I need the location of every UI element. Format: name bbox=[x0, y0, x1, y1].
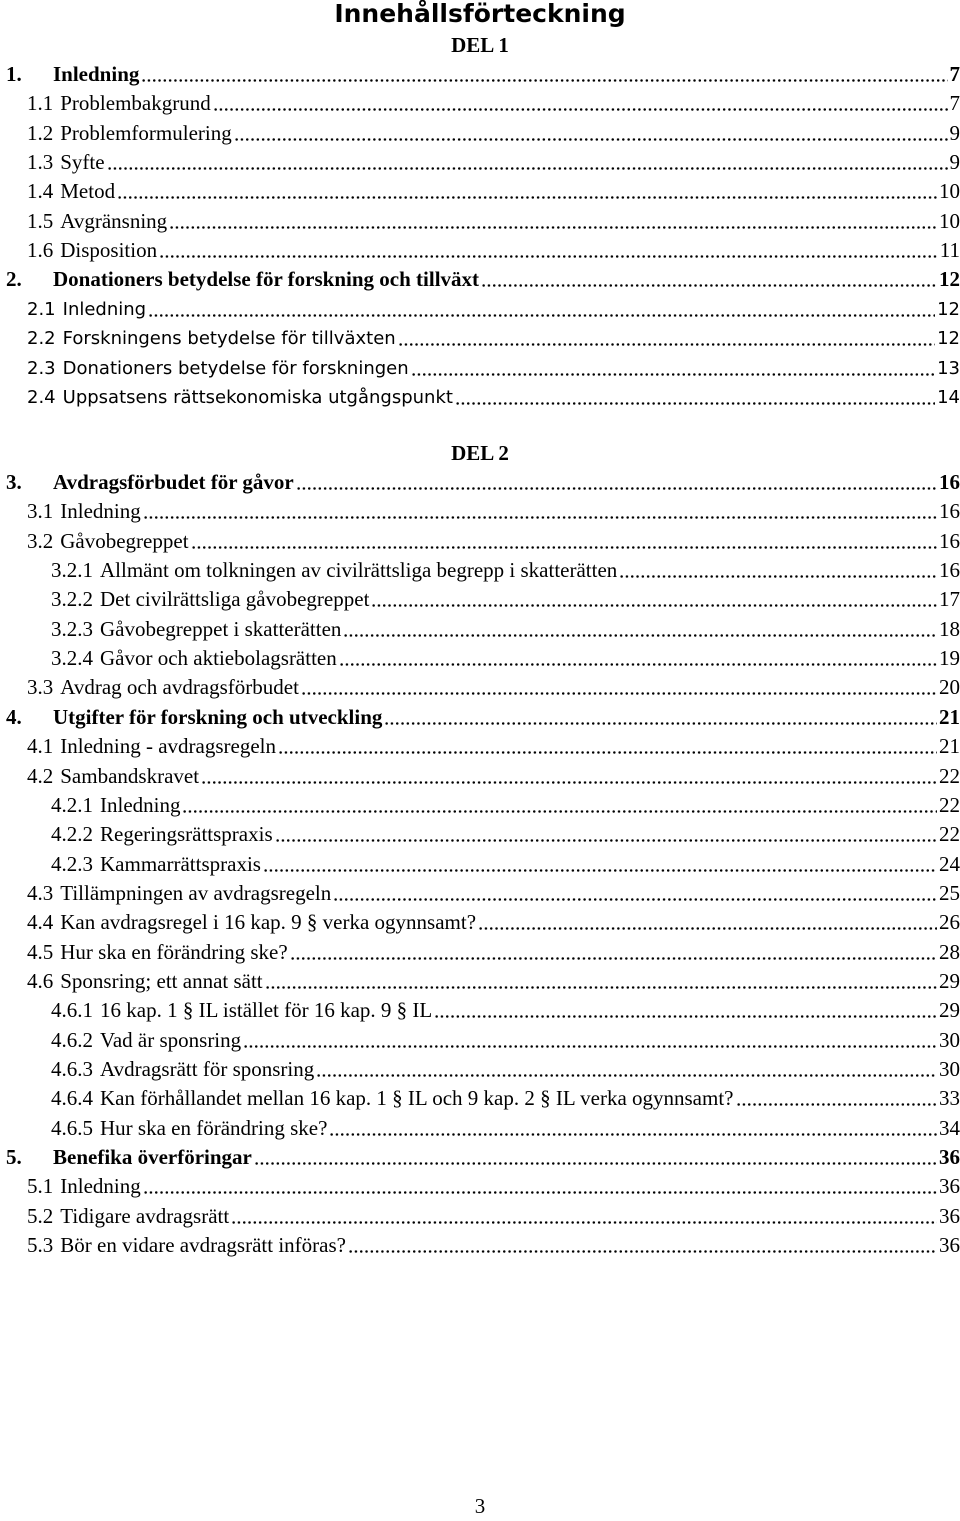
dot-leader bbox=[143, 1191, 937, 1194]
toc-entry-number: 4.6.5 bbox=[51, 1115, 93, 1140]
dot-leader bbox=[141, 79, 947, 82]
toc-entry-label: Problemformulering bbox=[60, 120, 232, 145]
dot-leader bbox=[384, 722, 937, 725]
toc-entry-label: Avdragsförbudet för gåvor bbox=[53, 470, 294, 494]
toc-entry-label: Det civilrättsliga gåvobegreppet bbox=[100, 587, 370, 612]
toc-entry-label: Tidigare avdragsrätt bbox=[60, 1203, 230, 1228]
dot-leader bbox=[213, 108, 948, 111]
toc-entry-page: 12 bbox=[937, 298, 960, 320]
dot-leader bbox=[265, 986, 937, 989]
toc-entry[interactable] bbox=[6, 265, 960, 294]
toc-entry[interactable] bbox=[27, 148, 960, 177]
toc-entry-number: 3.2.2 bbox=[51, 587, 93, 612]
toc-entry-page: 16 bbox=[939, 528, 960, 553]
toc-entry[interactable] bbox=[51, 644, 960, 673]
toc-entry[interactable] bbox=[27, 119, 960, 148]
dot-leader bbox=[619, 575, 937, 578]
toc-entry[interactable] bbox=[27, 89, 960, 118]
dot-leader bbox=[339, 663, 937, 666]
toc-entry[interactable] bbox=[27, 236, 960, 265]
toc-entry-number: 3.3 bbox=[27, 675, 54, 700]
toc-entry-page: 36 bbox=[939, 1145, 960, 1170]
dot-leader bbox=[329, 1133, 937, 1136]
dot-leader bbox=[371, 604, 937, 607]
toc-entry[interactable] bbox=[51, 1055, 960, 1084]
toc-entry-label: Bör en vidare avdragsrätt införas? bbox=[60, 1233, 346, 1258]
toc-entry-label: Inledning bbox=[53, 62, 140, 86]
toc-entry[interactable] bbox=[6, 468, 960, 497]
toc-entry-label: Kan avdragsregel i 16 kap. 9 § verka ogynnsamt? bbox=[60, 910, 477, 935]
dot-leader bbox=[243, 1045, 937, 1048]
toc-entry-label: Metod bbox=[60, 179, 116, 204]
toc-entry-number: 4.3 bbox=[27, 880, 54, 905]
toc-entry-label: Tillämpningen av avdragsregeln bbox=[60, 880, 332, 905]
toc-entry-page: 36 bbox=[939, 1174, 960, 1199]
dot-leader bbox=[254, 1162, 937, 1165]
toc-entry[interactable] bbox=[27, 967, 960, 996]
dot-leader bbox=[169, 226, 937, 229]
toc-entry-number: 1.4 bbox=[27, 179, 54, 204]
toc-entry-number: 4.6.4 bbox=[51, 1086, 93, 1111]
toc-entry-page: 20 bbox=[939, 675, 960, 700]
toc-entry-page: 7 bbox=[949, 62, 960, 86]
toc-entry[interactable] bbox=[51, 1084, 960, 1113]
dot-leader bbox=[278, 751, 937, 754]
toc-entry[interactable] bbox=[27, 497, 960, 526]
dot-leader bbox=[434, 1015, 937, 1018]
toc-entry-number: 4. bbox=[6, 704, 22, 729]
toc-entry-label: Uppsatsens rättsekonomiska utgångspunkt bbox=[62, 386, 453, 408]
toc-entry-label: Vad är sponsring bbox=[100, 1027, 242, 1052]
toc-entry-label: Syfte bbox=[60, 150, 105, 175]
toc-entry-number: 1.2 bbox=[27, 120, 54, 145]
toc-entry[interactable] bbox=[27, 527, 960, 556]
toc-entry-label: Hur ska en förändring ske? bbox=[100, 1115, 328, 1140]
dot-leader bbox=[191, 546, 937, 549]
toc-entry[interactable] bbox=[51, 1114, 960, 1143]
toc-entry-page: 18 bbox=[939, 616, 960, 641]
toc-entry-number: 4.2.3 bbox=[51, 851, 93, 876]
toc-entry-number: 3.2 bbox=[27, 528, 54, 553]
toc-entry[interactable] bbox=[51, 996, 960, 1025]
toc-entry-number: 2.3 bbox=[27, 357, 56, 379]
toc-entry[interactable] bbox=[27, 295, 960, 324]
toc-entry-number: 1.5 bbox=[27, 208, 54, 233]
toc-entry-number: 4.1 bbox=[27, 734, 54, 759]
dot-leader bbox=[159, 255, 938, 258]
toc-entry[interactable] bbox=[27, 762, 960, 791]
part-heading: DEL 1 bbox=[451, 33, 509, 57]
toc-entry-number: 4.2.2 bbox=[51, 822, 93, 847]
toc-entry-label: Inledning bbox=[60, 499, 141, 524]
toc-entry-number: 4.2 bbox=[27, 763, 54, 788]
toc-entry-number: 3. bbox=[6, 470, 22, 494]
toc-entry-page: 25 bbox=[939, 880, 960, 905]
toc-entry[interactable] bbox=[51, 556, 960, 585]
toc-entry[interactable] bbox=[51, 615, 960, 644]
page-number: 3 bbox=[474, 1494, 486, 1518]
toc-entry-page: 33 bbox=[939, 1086, 960, 1111]
toc-entry-page: 22 bbox=[939, 763, 960, 788]
toc-entry-page: 14 bbox=[937, 386, 960, 408]
toc-entry-page: 26 bbox=[939, 910, 960, 935]
toc-entry-label: Allmänt om tolkningen av civilrättsliga begrepp i skatterätten bbox=[100, 558, 618, 583]
toc-entry-page: 19 bbox=[939, 646, 960, 671]
dot-leader bbox=[290, 957, 937, 960]
toc-entry-page: 12 bbox=[937, 328, 960, 350]
toc-entry[interactable] bbox=[27, 673, 960, 702]
toc-entry[interactable] bbox=[51, 791, 960, 820]
toc-entry-number: 3.1 bbox=[27, 499, 54, 524]
toc-entry-label: Donationers betydelse för forskningen bbox=[62, 357, 409, 379]
toc-entry-page: 22 bbox=[939, 792, 960, 817]
toc-entry-page: 30 bbox=[939, 1027, 960, 1052]
toc-entry-number: 4.6.3 bbox=[51, 1057, 93, 1081]
dot-leader bbox=[275, 839, 937, 842]
toc-entry-number: 4.6.1 bbox=[51, 998, 93, 1023]
toc-entry[interactable] bbox=[51, 820, 960, 849]
dot-leader bbox=[296, 487, 937, 490]
toc-entry-label: Avdragsrätt för sponsring bbox=[100, 1057, 315, 1081]
dot-leader bbox=[182, 810, 937, 813]
toc-entry-page: 24 bbox=[939, 851, 960, 876]
toc-entry-label: Gåvobegreppet bbox=[60, 528, 189, 553]
dot-leader bbox=[343, 634, 937, 637]
toc-entry[interactable] bbox=[6, 60, 960, 89]
toc-entry[interactable] bbox=[27, 938, 960, 967]
toc-entry[interactable] bbox=[6, 703, 960, 732]
toc-entry-number: 5.1 bbox=[27, 1174, 54, 1199]
toc-entry-page: 34 bbox=[939, 1115, 960, 1140]
dot-leader bbox=[333, 898, 937, 901]
toc-entry-page: 36 bbox=[939, 1233, 960, 1258]
toc-entry-number: 4.2.1 bbox=[51, 792, 93, 817]
toc-entry-number: 2.1 bbox=[27, 298, 56, 320]
toc-entry-page: 10 bbox=[939, 179, 960, 204]
toc-entry[interactable] bbox=[27, 177, 960, 206]
part-heading: DEL 2 bbox=[451, 441, 509, 465]
toc-entry-label: Kan förhållandet mellan 16 kap. 1 § IL och 9 kap. 2 § IL verka ogynnsamt? bbox=[100, 1086, 734, 1111]
toc-entry-page: 30 bbox=[939, 1057, 960, 1081]
toc-entry-number: 4.5 bbox=[27, 939, 54, 964]
toc-entry-page: 16 bbox=[939, 558, 960, 583]
toc-entry-page: 29 bbox=[939, 998, 960, 1023]
toc-entry[interactable] bbox=[27, 383, 960, 412]
toc-entry-page: 13 bbox=[937, 357, 960, 379]
toc-entry[interactable] bbox=[27, 879, 960, 908]
toc-entry-number: 2.2 bbox=[27, 328, 56, 350]
toc-entry[interactable] bbox=[27, 1172, 960, 1201]
toc-entry-label: Sponsring; ett annat sätt bbox=[60, 968, 263, 993]
toc-entry-page: 22 bbox=[939, 822, 960, 847]
dot-leader bbox=[478, 927, 937, 930]
toc-entry-label: Inledning bbox=[100, 792, 181, 817]
dot-leader bbox=[107, 167, 948, 170]
toc-entry-number: 1.3 bbox=[27, 150, 54, 175]
toc-entry[interactable] bbox=[51, 1026, 960, 1055]
toc-entry-page: 16 bbox=[939, 470, 960, 494]
dot-leader bbox=[398, 343, 935, 346]
toc-entry-page: 21 bbox=[939, 704, 960, 729]
toc-entry[interactable] bbox=[27, 354, 960, 383]
dot-leader bbox=[455, 402, 935, 405]
toc-entry-number: 3.2.4 bbox=[51, 646, 93, 671]
toc-entry-label: Disposition bbox=[60, 238, 158, 263]
toc-entry-number: 2. bbox=[6, 267, 22, 292]
toc-entry-page: 12 bbox=[939, 267, 960, 292]
toc-entry[interactable] bbox=[51, 850, 960, 879]
toc-entry-page: 36 bbox=[939, 1203, 960, 1228]
toc-entry-number: 1.6 bbox=[27, 238, 54, 263]
toc-entry-number: 3.2.1 bbox=[51, 558, 93, 583]
dot-leader bbox=[231, 1221, 937, 1224]
toc-entry-label: Hur ska en förändring ske? bbox=[60, 939, 288, 964]
toc-entry-label: Kammarrättspraxis bbox=[100, 851, 261, 876]
toc-entry-page: 29 bbox=[939, 968, 960, 993]
toc-entry[interactable] bbox=[6, 1143, 960, 1172]
dot-leader bbox=[201, 781, 937, 784]
dot-leader bbox=[411, 373, 935, 376]
page-title: Innehållsförteckning bbox=[334, 0, 626, 28]
toc-entry-number: 1. bbox=[6, 62, 22, 86]
dot-leader bbox=[316, 1074, 937, 1077]
toc-entry-label: Problembakgrund bbox=[60, 91, 211, 116]
toc-entry-page: 11 bbox=[939, 238, 960, 263]
toc-entry-number: 4.4 bbox=[27, 910, 54, 935]
toc-entry[interactable] bbox=[27, 1231, 960, 1260]
dot-leader bbox=[234, 138, 948, 141]
toc-entry[interactable] bbox=[27, 1202, 960, 1231]
toc-entry-page: 21 bbox=[939, 734, 960, 759]
toc-entry-label: Regeringsrättspraxis bbox=[100, 822, 273, 847]
toc-entry-page: 9 bbox=[949, 150, 960, 175]
dot-leader bbox=[143, 516, 937, 519]
toc-entry-number: 2.4 bbox=[27, 386, 56, 408]
toc-entry-page: 7 bbox=[949, 91, 960, 116]
toc-entry-number: 5.2 bbox=[27, 1203, 54, 1228]
toc-entry-number: 3.2.3 bbox=[51, 616, 93, 641]
dot-leader bbox=[263, 869, 937, 872]
dot-leader bbox=[301, 692, 937, 695]
toc-entry-page: 28 bbox=[939, 939, 960, 964]
toc-entry-number: 5.3 bbox=[27, 1233, 54, 1258]
toc-entry-page: 17 bbox=[939, 587, 960, 612]
toc-entry[interactable] bbox=[27, 908, 960, 937]
toc-entry-label: Inledning - avdragsregeln bbox=[60, 734, 277, 759]
toc-entry-number: 4.6 bbox=[27, 968, 54, 993]
toc-entry-number: 1.1 bbox=[27, 91, 54, 116]
toc-entry-number: 4.6.2 bbox=[51, 1027, 93, 1052]
toc-entry-label: Forskningens betydelse för tillväxten bbox=[62, 328, 396, 350]
dot-leader bbox=[348, 1250, 937, 1253]
toc-entry-label: Inledning bbox=[62, 298, 147, 320]
toc-entry-number: 5. bbox=[6, 1145, 22, 1170]
toc-entry-label: Gåvor och aktiebolagsrätten bbox=[100, 646, 337, 671]
toc-entry-label: Avgränsning bbox=[60, 208, 168, 233]
toc-entry-page: 16 bbox=[939, 499, 960, 524]
dot-leader bbox=[148, 314, 935, 317]
toc-entry-page: 9 bbox=[949, 120, 960, 145]
toc-entry-label: Donationers betydelse för forskning och tillväxt bbox=[53, 267, 480, 292]
toc-entry-label: Gåvobegreppet i skatterätten bbox=[100, 616, 342, 641]
toc-entry[interactable] bbox=[51, 585, 960, 614]
dot-leader bbox=[481, 284, 937, 287]
toc-entry[interactable] bbox=[27, 732, 960, 761]
dot-leader bbox=[736, 1103, 938, 1106]
toc-entry[interactable] bbox=[27, 207, 960, 236]
toc-entry-label: Sambandskravet bbox=[60, 763, 200, 788]
dot-leader bbox=[117, 196, 937, 199]
toc-entry-label: Utgifter för forskning och utveckling bbox=[53, 704, 383, 729]
toc-entry-page: 10 bbox=[939, 208, 960, 233]
toc-entry-label: Benefika överföringar bbox=[53, 1145, 252, 1170]
toc-entry-label: Avdrag och avdragsförbudet bbox=[60, 675, 299, 700]
toc-entry[interactable] bbox=[27, 324, 960, 353]
toc-entry-label: 16 kap. 1 § IL istället för 16 kap. 9 § IL bbox=[100, 998, 433, 1023]
toc-entry-label: Inledning bbox=[60, 1174, 141, 1199]
